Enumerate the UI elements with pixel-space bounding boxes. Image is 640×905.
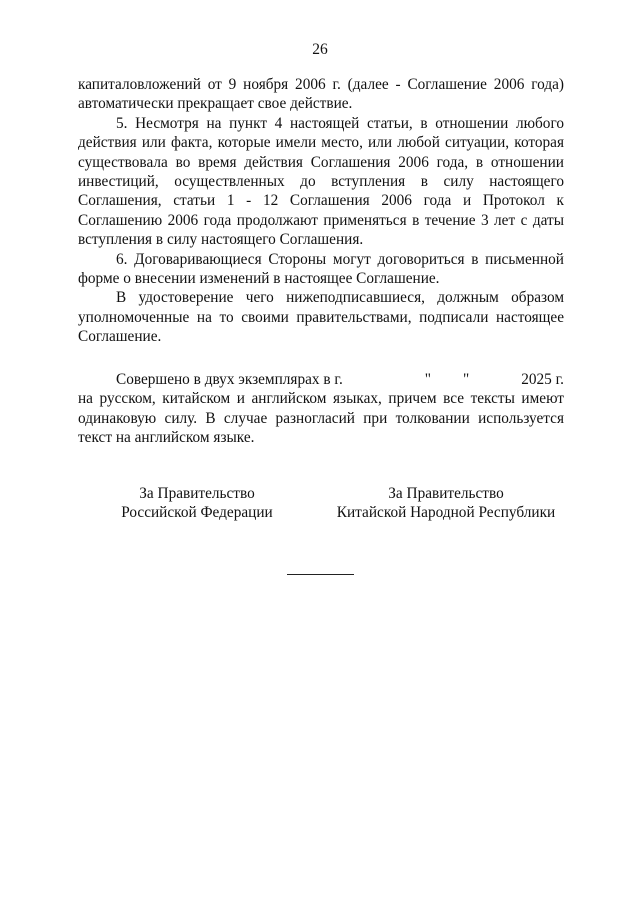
month-blank [480,370,510,389]
date-quote-close: " [462,371,470,388]
signature-russia-line1: За Правительство [139,485,255,502]
paragraph-witness: В удостоверение чего нижеподписавшиеся, должным образом уполномоченные на то своими правительствами, подписали настоящее Соглашение. [78,289,564,346]
paragraph-continuation: капиталовложений от 9 ноября 2006 г. (далее - Соглашение 2006 года) автоматически прекращает свое действие. [78,76,564,113]
signature-block-china [328,484,564,523]
signature-china-line1: За Правительство [388,485,504,502]
paragraph-5: 5. Несмотря на пункт 4 настоящей статьи, в отношении любого действия или факта, которые имели место, или любой ситуации, которая существовала во время действия Соглашения 2006 года, в отношении инвестиций, осуществленных до вступления в силу настоящего Соглашения, статьи 1 - 12 Соглашения 2006 года и Протокол к Соглашению 2006 года продолжают применяться в течение 3 лет с даты вступления в силу настоящего Соглашения. [78,114,564,249]
separator-line [287,574,354,575]
languages-text: на русском, китайском и английском языках, причем все тексты имеют одинаковую силу. В случае разногласий при толковании используется текст на английском языке. [78,390,564,447]
done-line [78,370,564,389]
signature-russia-line2: Российской Федерации [121,504,273,522]
signature-china-line2: Китайской Народной Республики [336,504,556,522]
city-blank [354,370,414,389]
article-body [78,75,564,347]
date-quote-open: " [424,371,432,388]
page-number: 26 [312,41,328,58]
day-blank [442,370,452,389]
closing-clause [78,370,564,448]
signature-block-russia [108,484,286,523]
year-text: 2025 г. [521,371,564,388]
paragraph-6: 6. Договаривающиеся Стороны могут договориться в письменной форме о внесении изменений в настоящее Соглашение. [78,250,564,288]
done-in-text: Совершено в двух экземплярах в г. [116,371,343,388]
